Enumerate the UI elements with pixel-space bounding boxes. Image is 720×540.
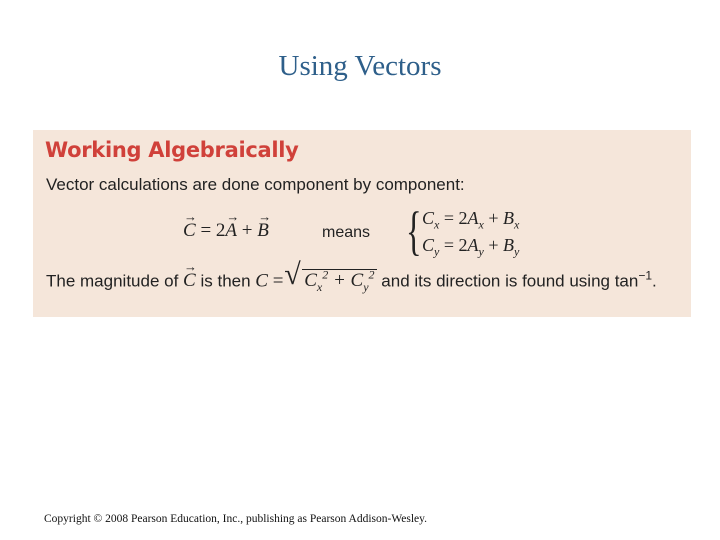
working-algebraically-panel xyxy=(33,130,691,317)
intro-text: Vector calculations are done component by component: xyxy=(46,175,465,194)
vector-a: → A xyxy=(225,220,237,242)
component-equation-x: $C_x = 2A_x + B_x$ xyxy=(422,208,520,232)
magnitude-middle: is then xyxy=(200,271,251,291)
vector-equation: → C = 2→ A + → B xyxy=(183,220,269,242)
means-label: means xyxy=(322,224,371,241)
coefficient: 2 xyxy=(215,220,226,241)
magnitude-suffix: and its direction is found using tan xyxy=(381,271,639,291)
magnitude-sentence: The magnitude of → C is then C = √ $C_x^2 + C_y^2$ and its direction is found using $\tan^{-1}$. xyxy=(46,268,657,295)
vector-c: → C xyxy=(183,220,196,242)
component-equation-y: $C_y = 2A_y + B_y$ xyxy=(422,235,520,259)
brace-icon: { xyxy=(406,201,422,261)
copyright-footer: Copyright © 2008 Pearson Education, Inc., publishing as Pearson Addison-Wesley. xyxy=(44,513,428,525)
sqrt-formula: √ $C_x^2 + C_y^2$ xyxy=(284,258,375,295)
tan-inverse-superscript: −1 xyxy=(638,268,653,283)
magnitude-lhs: C xyxy=(255,270,268,292)
vector-b: → B xyxy=(257,220,269,242)
magnitude-prefix: The magnitude of xyxy=(46,271,179,291)
vector-c-inline: → C xyxy=(183,270,196,292)
panel-heading: Working Algebraically xyxy=(45,138,299,162)
slide-title: Using Vectors xyxy=(278,50,442,82)
radical-icon: √ xyxy=(284,258,301,291)
